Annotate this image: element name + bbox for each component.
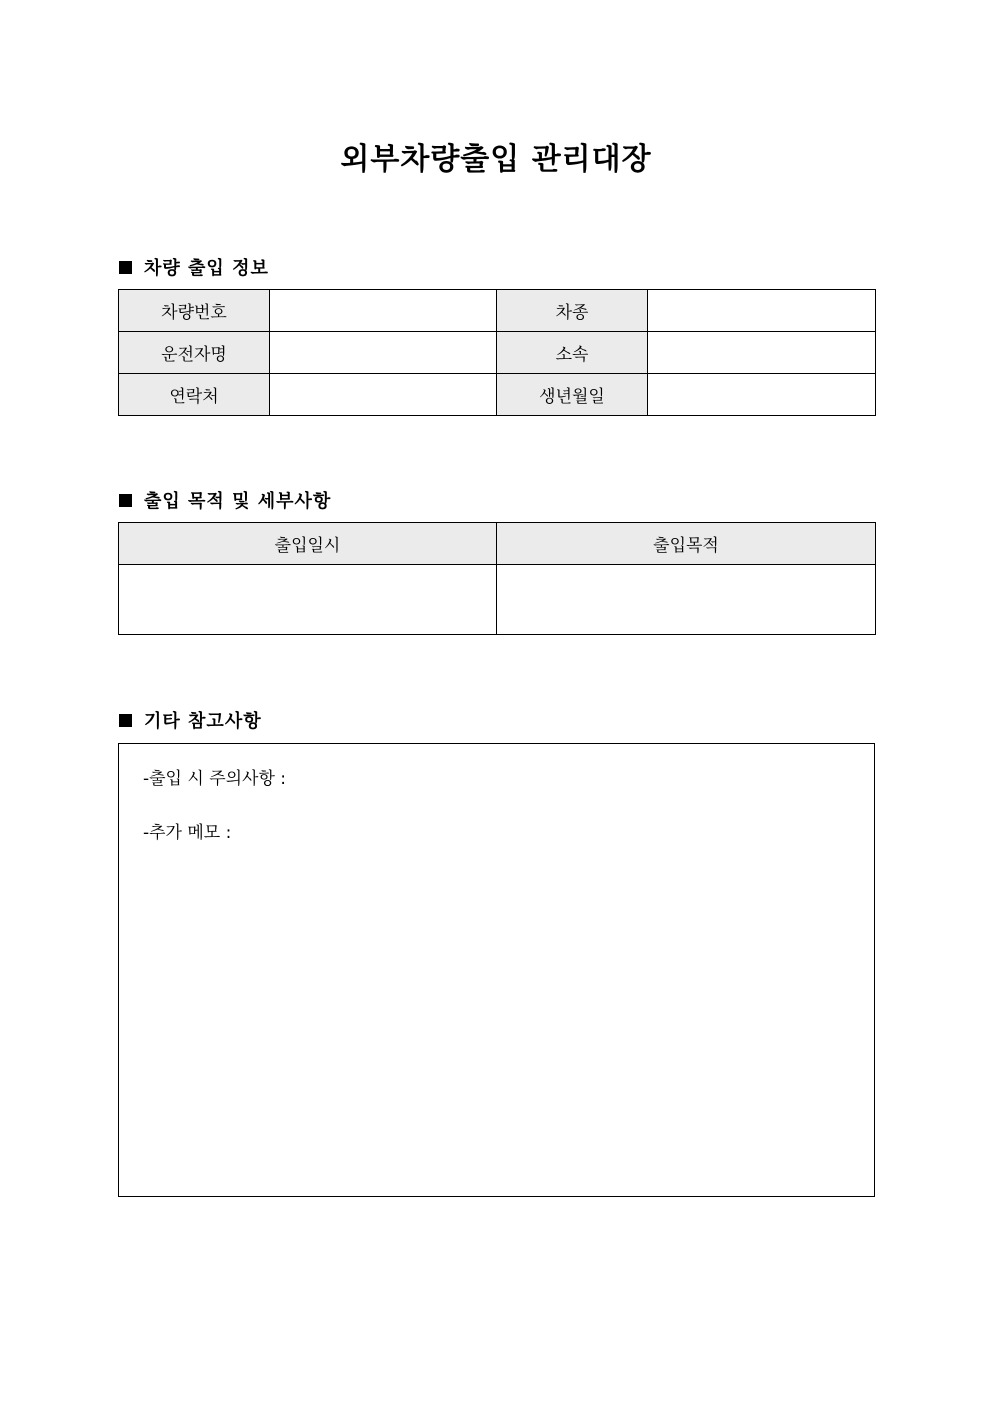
contact-label: 연락처 — [119, 374, 270, 416]
entry-purpose-header: 출입목적 — [497, 523, 876, 565]
entry-datetime-header: 출입일시 — [119, 523, 497, 565]
table-header-row — [119, 523, 876, 565]
entry-purpose-field[interactable] — [497, 565, 876, 635]
table-row — [119, 332, 876, 374]
table-row — [119, 290, 876, 332]
purpose-table — [118, 522, 876, 635]
entry-caution-note: -출입 시 주의사항 : — [143, 769, 287, 789]
affiliation-label: 소속 — [497, 332, 648, 374]
vehicle-number-label: 차량번호 — [119, 290, 270, 332]
additional-memo-note: -추가 메모 : — [143, 823, 232, 843]
section-heading-notes — [119, 707, 262, 733]
section-heading-purpose — [119, 487, 331, 513]
driver-name-field[interactable] — [270, 332, 497, 374]
square-bullet-icon — [119, 494, 132, 507]
vehicle-type-label: 차종 — [497, 290, 648, 332]
table-row — [119, 565, 876, 635]
birthdate-field[interactable] — [648, 374, 876, 416]
square-bullet-icon — [119, 261, 132, 274]
section-heading-label: 기타 참고사항 — [144, 711, 262, 732]
document-title: 외부차량출입 관리대장 — [340, 142, 652, 177]
driver-name-label: 운전자명 — [119, 332, 270, 374]
section-heading-vehicle-info — [119, 254, 269, 280]
square-bullet-icon — [119, 714, 132, 727]
notes-box[interactable] — [118, 743, 875, 1197]
vehicle-number-field[interactable] — [270, 290, 497, 332]
affiliation-field[interactable] — [648, 332, 876, 374]
table-row — [119, 374, 876, 416]
entry-datetime-field[interactable] — [119, 565, 497, 635]
section-heading-label: 출입 목적 및 세부사항 — [144, 491, 332, 512]
vehicle-type-field[interactable] — [648, 290, 876, 332]
contact-field[interactable] — [270, 374, 497, 416]
birthdate-label: 생년월일 — [497, 374, 648, 416]
vehicle-info-table — [118, 289, 876, 416]
section-heading-label: 차량 출입 정보 — [144, 258, 269, 279]
